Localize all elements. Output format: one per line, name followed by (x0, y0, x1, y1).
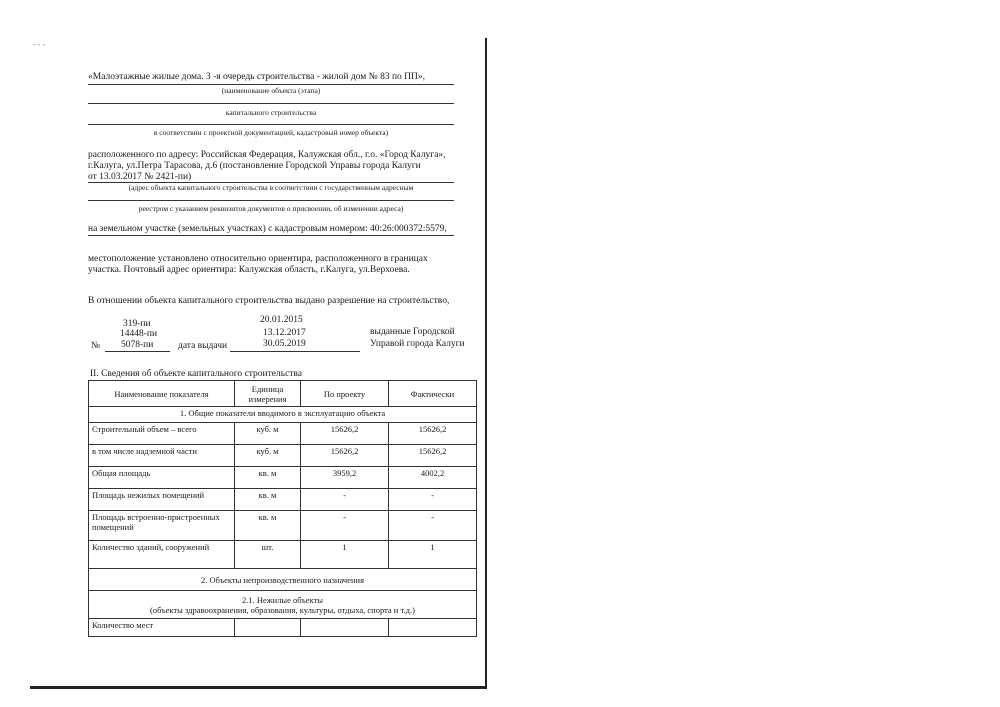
table-row (89, 619, 477, 637)
construction-caption: капитального строительства (225, 108, 317, 117)
row-name: Площадь нежилых помещений (89, 489, 235, 511)
row-design: - (301, 511, 389, 541)
row-design: 1 (301, 541, 389, 569)
row-design (301, 619, 389, 637)
row-actual: 1 (389, 541, 477, 569)
table-row (89, 445, 477, 467)
row-actual (389, 619, 477, 637)
address-line-2: г.Калуга, ул.Петра Тарасова, д.6 (постановление Городской Управы города Калуги (88, 161, 421, 171)
row-unit: куб. м (235, 423, 301, 445)
row-design: 3959,2 (301, 467, 389, 489)
row-unit: кв. м (235, 467, 301, 489)
object-name-caption: (наименование объекта (этапа) (221, 86, 321, 95)
permit-number-3: 5078-пи (121, 340, 154, 350)
row-name: Общая площадь (89, 467, 235, 489)
header-unit: Единица измерения (235, 381, 301, 407)
group-nonproduction: 2. Объекты непроизводственного назначения (89, 569, 477, 591)
header-design: По проекту (301, 381, 389, 407)
permit-issuer-1: выданные Городской (370, 327, 455, 337)
address-caption-1: (адрес объекта капитального строительства в соответствии с государственным адресным (128, 183, 414, 192)
group-nonresidential-subtitle: (объекты здравоохранения, образования, культуры, отдыха, спорта и т.д.) (150, 604, 415, 615)
table-row (89, 489, 477, 511)
permit-date-label: дата выдачи (178, 341, 228, 351)
underline (88, 103, 454, 104)
table-row (89, 541, 477, 569)
group-row (89, 407, 477, 423)
table-header-row (89, 381, 477, 407)
row-name: Количество зданий, сооружений (89, 541, 235, 569)
indicators-table (88, 380, 477, 637)
cadastre-caption: в соответствии с проектной документацией, кадастровый номер объекта) (153, 128, 389, 137)
permit-no-label: № (91, 341, 101, 351)
underline (88, 235, 454, 236)
row-unit (235, 619, 301, 637)
location-line-1: местоположение установлено относительно ориентира, расположенного в границах (88, 254, 428, 264)
group-nonresidential (89, 591, 477, 619)
row-actual: 4002,2 (389, 467, 477, 489)
table-row (89, 467, 477, 489)
permit-number-2: 14448-пи (120, 329, 158, 339)
underline (88, 84, 454, 85)
group-nonresidential-title: 2.1. Нежилые объекты (241, 594, 324, 605)
land-plot-line: на земельном участке (земельных участках) с кадастровым номером: 40:26:000372:5579, (88, 224, 447, 234)
row-name: в том числе надземной части (89, 445, 235, 467)
permit-number-1: 319-пи (123, 319, 151, 329)
permit-date-2: 13.12.2017 (263, 328, 306, 338)
address-caption-2: реестром с указанием реквизитов документов о присвоении, об изменении адреса) (138, 204, 404, 213)
underline (230, 351, 360, 352)
permit-intro: В отношении объекта капитального строительства выдано разрешение на строительство, (88, 296, 450, 306)
address-line-3: от 13.03.2017 № 2421-пи) (88, 172, 192, 182)
header-actual: Фактически (389, 381, 477, 407)
table-row (89, 423, 477, 445)
group-row (89, 569, 477, 591)
row-actual: 15626,2 (389, 445, 477, 467)
scan-mark: - - - (33, 40, 45, 49)
section-title: II. Сведения об объекте капитального строительства (90, 369, 303, 379)
underline (88, 124, 454, 125)
row-design: 15626,2 (301, 423, 389, 445)
location-line-2: участка. Почтовый адрес ориентира: Калужская область, г.Калуга, ул.Верхоева. (88, 265, 410, 275)
row-name: Площадь встроенно-пристроенных помещений (89, 511, 235, 541)
permit-issuer-2: Управой города Калуги (370, 339, 465, 349)
row-actual: 15626,2 (389, 423, 477, 445)
object-name: «Малоэтажные жилые дома. 3 -я очередь строительства - жилой дом № 83 по ПП», (88, 72, 426, 82)
permit-date-1: 20.01.2015 (260, 315, 303, 325)
header-name: Наименование показателя (89, 381, 235, 407)
permit-date-3: 30.05.2019 (263, 339, 306, 349)
underline (88, 200, 454, 201)
row-name: Количество мест (89, 619, 235, 637)
row-actual: - (389, 511, 477, 541)
row-name: Строительный объем – всего (89, 423, 235, 445)
row-design: 15626,2 (301, 445, 389, 467)
underline (105, 351, 170, 352)
row-unit: кв. м (235, 489, 301, 511)
scan-edge-horizontal (30, 686, 487, 689)
row-actual: - (389, 489, 477, 511)
group-general-indicators: 1. Общие показатели вводимого в эксплуатацию объекта (89, 407, 477, 423)
group-row (89, 591, 477, 619)
row-unit: кв. м (235, 511, 301, 541)
table-row (89, 511, 477, 541)
row-unit: куб. м (235, 445, 301, 467)
row-unit: шт. (235, 541, 301, 569)
address-line-1: расположенного по адресу: Российская Федерация, Калужская обл., г.о. «Город Калуга», (88, 150, 446, 160)
row-design: - (301, 489, 389, 511)
scan-edge-vertical (485, 38, 487, 688)
